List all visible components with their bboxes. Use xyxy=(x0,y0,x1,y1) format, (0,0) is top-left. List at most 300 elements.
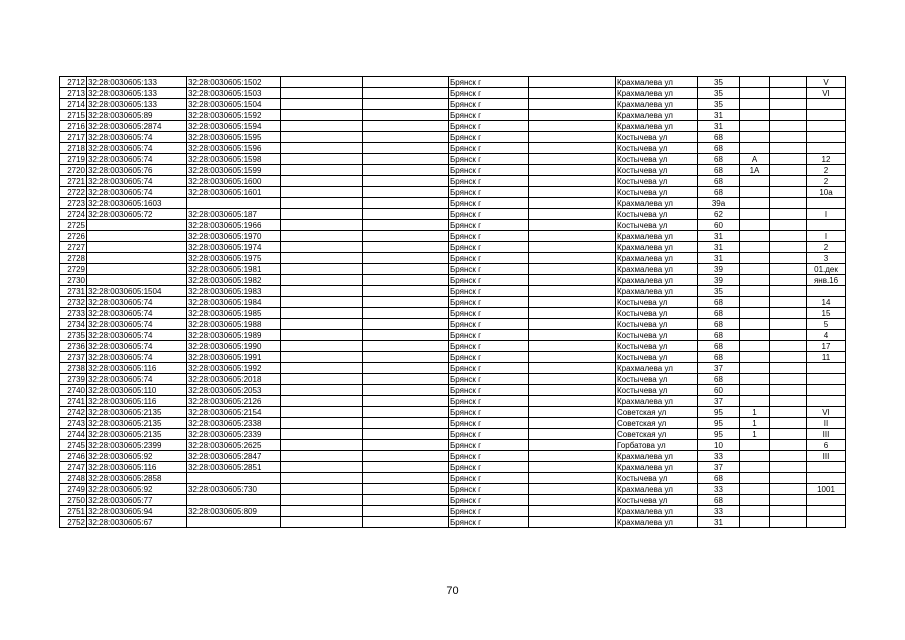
table-cell xyxy=(529,99,616,110)
table-cell: Костычева ул xyxy=(616,341,698,352)
table-cell: 2716 xyxy=(60,121,87,132)
table-cell xyxy=(281,231,363,242)
table-cell xyxy=(807,132,846,143)
table-cell: Брянск г xyxy=(449,88,529,99)
table-row xyxy=(60,440,846,451)
table-cell: III xyxy=(807,429,846,440)
table-cell xyxy=(529,198,616,209)
table-cell: Костычева ул xyxy=(616,308,698,319)
table-cell xyxy=(770,88,807,99)
table-cell xyxy=(281,286,363,297)
table-cell xyxy=(529,275,616,286)
table-cell xyxy=(770,407,807,418)
table-cell xyxy=(87,220,187,231)
table-cell xyxy=(529,286,616,297)
table-cell: 32:28:0030605:1595 xyxy=(187,132,281,143)
table-cell xyxy=(281,187,363,198)
table-cell xyxy=(529,363,616,374)
table-cell xyxy=(807,374,846,385)
table-cell xyxy=(87,275,187,286)
table-cell xyxy=(807,286,846,297)
table-cell: 5 xyxy=(807,319,846,330)
table-cell: 32:28:0030605:1975 xyxy=(187,253,281,264)
table-cell: Брянск г xyxy=(449,220,529,231)
table-cell xyxy=(770,374,807,385)
table-cell xyxy=(770,110,807,121)
table-cell xyxy=(770,77,807,88)
table-cell: 32:28:0030605:1991 xyxy=(187,352,281,363)
table-cell: Брянск г xyxy=(449,418,529,429)
table-cell: 2749 xyxy=(60,484,87,495)
table-cell xyxy=(363,440,449,451)
table-cell xyxy=(770,165,807,176)
table-cell: Костычева ул xyxy=(616,495,698,506)
table-cell xyxy=(281,385,363,396)
table-cell xyxy=(363,176,449,187)
table-cell: 32:28:0030605:2874 xyxy=(87,121,187,132)
table-cell: 32:28:0030605:1504 xyxy=(187,99,281,110)
table-cell: Брянск г xyxy=(449,110,529,121)
table-cell xyxy=(770,220,807,231)
table-row xyxy=(60,462,846,473)
table-cell xyxy=(529,264,616,275)
table-cell xyxy=(281,330,363,341)
table-cell: Крахмалева ул xyxy=(616,275,698,286)
table-row xyxy=(60,418,846,429)
table-row xyxy=(60,319,846,330)
table-cell: Брянск г xyxy=(449,319,529,330)
table-cell: 68 xyxy=(698,165,740,176)
table-row xyxy=(60,88,846,99)
table-body xyxy=(60,77,846,528)
table-cell xyxy=(363,473,449,484)
table-cell: 33 xyxy=(698,451,740,462)
table-cell xyxy=(740,352,770,363)
table-cell: 2752 xyxy=(60,517,87,528)
table-cell: 32:28:0030605:1982 xyxy=(187,275,281,286)
table-cell: Брянск г xyxy=(449,198,529,209)
table-cell xyxy=(281,99,363,110)
table-cell: 62 xyxy=(698,209,740,220)
table-cell: 32:28:0030605:2851 xyxy=(187,462,281,473)
table-cell xyxy=(281,209,363,220)
table-cell xyxy=(740,275,770,286)
table-cell xyxy=(529,176,616,187)
table-cell: 1 xyxy=(740,407,770,418)
table-cell xyxy=(187,473,281,484)
table-cell: Горбатова ул xyxy=(616,440,698,451)
table-cell: 32:28:0030605:187 xyxy=(187,209,281,220)
table-cell: 68 xyxy=(698,352,740,363)
table-cell xyxy=(363,154,449,165)
table-cell: 32:28:0030605:1990 xyxy=(187,341,281,352)
table-cell: Крахмалева ул xyxy=(616,451,698,462)
table-cell: Костычева ул xyxy=(616,473,698,484)
table-cell xyxy=(529,429,616,440)
table-cell: 2727 xyxy=(60,242,87,253)
table-cell xyxy=(740,451,770,462)
table-cell: 32:28:0030605:1504 xyxy=(87,286,187,297)
table-cell: 2748 xyxy=(60,473,87,484)
table-cell: 4 xyxy=(807,330,846,341)
table-cell: Брянск г xyxy=(449,341,529,352)
table-cell: Крахмалева ул xyxy=(616,198,698,209)
table-cell xyxy=(281,418,363,429)
table-cell xyxy=(281,165,363,176)
table-cell: Костычева ул xyxy=(616,154,698,165)
table-cell: 2743 xyxy=(60,418,87,429)
table-cell xyxy=(363,264,449,275)
table-cell: Костычева ул xyxy=(616,385,698,396)
table-cell xyxy=(363,110,449,121)
table-cell: 32:28:0030605:1970 xyxy=(187,231,281,242)
table-cell xyxy=(281,242,363,253)
table-cell: 2741 xyxy=(60,396,87,407)
table-cell xyxy=(770,176,807,187)
table-cell: 32:28:0030605:2339 xyxy=(187,429,281,440)
table-cell: Брянск г xyxy=(449,429,529,440)
table-cell xyxy=(740,473,770,484)
table-cell: Костычева ул xyxy=(616,176,698,187)
table-cell xyxy=(281,495,363,506)
table-cell: Брянск г xyxy=(449,374,529,385)
table-cell: Крахмалева ул xyxy=(616,231,698,242)
table-cell: Брянск г xyxy=(449,286,529,297)
table-cell: 10а xyxy=(807,187,846,198)
table-row xyxy=(60,451,846,462)
table-cell xyxy=(187,198,281,209)
table-cell: 32:28:0030605:74 xyxy=(87,319,187,330)
table-cell xyxy=(770,275,807,286)
table-cell xyxy=(363,77,449,88)
table-cell xyxy=(807,517,846,528)
table-cell: 32:28:0030605:2154 xyxy=(187,407,281,418)
table-cell xyxy=(529,253,616,264)
table-cell: Крахмалева ул xyxy=(616,286,698,297)
table-cell: 2735 xyxy=(60,330,87,341)
table-cell xyxy=(529,495,616,506)
table-cell xyxy=(740,231,770,242)
table-cell xyxy=(770,517,807,528)
table-row xyxy=(60,363,846,374)
table-cell xyxy=(740,363,770,374)
table-cell: 68 xyxy=(698,154,740,165)
table-row xyxy=(60,253,846,264)
table-cell: 32:28:0030605:1598 xyxy=(187,154,281,165)
table-cell: 32:28:0030605:1966 xyxy=(187,220,281,231)
table-cell xyxy=(281,198,363,209)
table-cell: 2734 xyxy=(60,319,87,330)
table-cell xyxy=(529,110,616,121)
table-cell: 32:28:0030605:74 xyxy=(87,176,187,187)
table-cell xyxy=(529,396,616,407)
table-cell: 32:28:0030605:2126 xyxy=(187,396,281,407)
table-row xyxy=(60,275,846,286)
table-cell: 33 xyxy=(698,484,740,495)
table-cell: 32:28:0030605:74 xyxy=(87,154,187,165)
table-cell: 2725 xyxy=(60,220,87,231)
table-cell: 32:28:0030605:1985 xyxy=(187,308,281,319)
table-cell xyxy=(281,451,363,462)
table-cell xyxy=(529,88,616,99)
table-cell xyxy=(363,297,449,308)
table-cell xyxy=(529,440,616,451)
table-cell: 32:28:0030605:74 xyxy=(87,187,187,198)
table-cell xyxy=(740,385,770,396)
table-cell: 2721 xyxy=(60,176,87,187)
table-cell: Брянск г xyxy=(449,363,529,374)
table-cell: Брянск г xyxy=(449,506,529,517)
table-cell: 2714 xyxy=(60,99,87,110)
table-cell: 2718 xyxy=(60,143,87,154)
table-cell: 35 xyxy=(698,77,740,88)
table-cell xyxy=(363,407,449,418)
table-row xyxy=(60,231,846,242)
table-cell xyxy=(281,462,363,473)
table-cell xyxy=(281,363,363,374)
table-cell xyxy=(363,220,449,231)
table-cell: 32:28:0030605:1594 xyxy=(187,121,281,132)
table-cell: Крахмалева ул xyxy=(616,517,698,528)
table-cell xyxy=(281,429,363,440)
table-cell: 32:28:0030605:1503 xyxy=(187,88,281,99)
table-cell: Брянск г xyxy=(449,352,529,363)
table-cell xyxy=(363,132,449,143)
table-cell: Брянск г xyxy=(449,253,529,264)
table-cell: 37 xyxy=(698,462,740,473)
table-cell xyxy=(529,187,616,198)
table-cell xyxy=(281,143,363,154)
table-row xyxy=(60,198,846,209)
table-cell: 31 xyxy=(698,242,740,253)
table-cell xyxy=(363,363,449,374)
cadastral-table xyxy=(59,76,846,528)
table-cell: Крахмалева ул xyxy=(616,88,698,99)
table-cell: 95 xyxy=(698,407,740,418)
table-cell: Брянск г xyxy=(449,99,529,110)
table-cell: Крахмалева ул xyxy=(616,121,698,132)
table-cell: 68 xyxy=(698,495,740,506)
table-cell: 32:28:0030605:2847 xyxy=(187,451,281,462)
table-row xyxy=(60,242,846,253)
table-cell: 32:28:0030605:74 xyxy=(87,341,187,352)
table-cell xyxy=(770,440,807,451)
table-cell xyxy=(740,253,770,264)
table-row xyxy=(60,264,846,275)
table-cell: 1 xyxy=(740,429,770,440)
table-cell: 32:28:0030605:2135 xyxy=(87,418,187,429)
table-cell: Костычева ул xyxy=(616,297,698,308)
table-cell: 68 xyxy=(698,374,740,385)
table-cell xyxy=(529,209,616,220)
table-cell xyxy=(740,132,770,143)
table-cell xyxy=(740,209,770,220)
table-cell: 32:28:0030605:116 xyxy=(87,462,187,473)
table-cell xyxy=(740,308,770,319)
table-cell: 60 xyxy=(698,220,740,231)
table-cell: Брянск г xyxy=(449,495,529,506)
table-cell xyxy=(770,330,807,341)
table-row xyxy=(60,341,846,352)
table-cell xyxy=(529,462,616,473)
table-cell: 3 xyxy=(807,253,846,264)
table-cell: 2724 xyxy=(60,209,87,220)
table-cell: 2747 xyxy=(60,462,87,473)
table-cell xyxy=(363,341,449,352)
table-cell: 1А xyxy=(740,165,770,176)
table-cell xyxy=(281,77,363,88)
table-cell: 17 xyxy=(807,341,846,352)
table-cell xyxy=(363,429,449,440)
table-row xyxy=(60,132,846,143)
table-cell: Брянск г xyxy=(449,209,529,220)
table-cell: 32:28:0030605:74 xyxy=(87,308,187,319)
table-cell: Советская ул xyxy=(616,429,698,440)
table-cell xyxy=(281,264,363,275)
table-cell xyxy=(740,187,770,198)
table-cell: Костычева ул xyxy=(616,209,698,220)
table-cell xyxy=(770,187,807,198)
table-cell xyxy=(529,297,616,308)
table-cell: 14 xyxy=(807,297,846,308)
table-cell xyxy=(770,154,807,165)
table-cell: 32:28:0030605:74 xyxy=(87,297,187,308)
table-cell: Брянск г xyxy=(449,275,529,286)
table-row xyxy=(60,121,846,132)
table-cell xyxy=(770,429,807,440)
table-cell xyxy=(740,396,770,407)
table-cell: Крахмалева ул xyxy=(616,77,698,88)
table-cell xyxy=(363,319,449,330)
table-cell: янв.16 xyxy=(807,275,846,286)
table-cell xyxy=(807,396,846,407)
table-row xyxy=(60,154,846,165)
table-cell xyxy=(363,374,449,385)
table-cell xyxy=(281,341,363,352)
table-cell: Брянск г xyxy=(449,121,529,132)
table-cell: 2726 xyxy=(60,231,87,242)
table-cell xyxy=(770,121,807,132)
table-cell xyxy=(529,77,616,88)
table-cell xyxy=(770,396,807,407)
table-cell xyxy=(363,462,449,473)
table-cell xyxy=(770,341,807,352)
table-cell xyxy=(740,77,770,88)
table-cell: 32:28:0030605:74 xyxy=(87,352,187,363)
table-cell xyxy=(770,209,807,220)
table-cell: 32:28:0030605:2625 xyxy=(187,440,281,451)
table-cell xyxy=(807,506,846,517)
table-row xyxy=(60,352,846,363)
table-cell: Брянск г xyxy=(449,143,529,154)
table-cell xyxy=(529,121,616,132)
table-cell xyxy=(770,418,807,429)
table-cell: 32:28:0030605:74 xyxy=(87,143,187,154)
table-cell: 32:28:0030605:133 xyxy=(87,99,187,110)
table-cell xyxy=(363,308,449,319)
table-row xyxy=(60,308,846,319)
table-cell xyxy=(740,220,770,231)
table-cell xyxy=(740,517,770,528)
table-cell xyxy=(529,517,616,528)
table-cell xyxy=(281,484,363,495)
table-row xyxy=(60,473,846,484)
table-cell: 32:28:0030605:1599 xyxy=(187,165,281,176)
table-cell xyxy=(281,110,363,121)
table-cell: А xyxy=(740,154,770,165)
table-cell: 2713 xyxy=(60,88,87,99)
table-cell: 32:28:0030605:116 xyxy=(87,363,187,374)
table-cell: 01.дек xyxy=(807,264,846,275)
table-cell xyxy=(740,176,770,187)
table-cell: 32:28:0030605:1981 xyxy=(187,264,281,275)
table-cell: Костычева ул xyxy=(616,132,698,143)
table-cell: 2740 xyxy=(60,385,87,396)
table-row xyxy=(60,176,846,187)
table-cell: 32:28:0030605:1974 xyxy=(187,242,281,253)
table-cell xyxy=(740,495,770,506)
table-cell xyxy=(529,484,616,495)
table-cell: 32:28:0030605:77 xyxy=(87,495,187,506)
table-cell xyxy=(770,231,807,242)
table-cell xyxy=(529,385,616,396)
table-cell xyxy=(770,286,807,297)
table-cell: Крахмалева ул xyxy=(616,396,698,407)
table-cell: Крахмалева ул xyxy=(616,253,698,264)
table-cell: 2731 xyxy=(60,286,87,297)
table-cell xyxy=(363,231,449,242)
table-cell: 10 xyxy=(698,440,740,451)
table-row xyxy=(60,110,846,121)
table-cell: 39 xyxy=(698,275,740,286)
table-cell: 32:28:0030605:809 xyxy=(187,506,281,517)
table-cell xyxy=(770,308,807,319)
table-cell xyxy=(807,473,846,484)
table-cell: 33 xyxy=(698,506,740,517)
table-cell: 2736 xyxy=(60,341,87,352)
table-cell: Костычева ул xyxy=(616,319,698,330)
table-cell: Костычева ул xyxy=(616,352,698,363)
table-cell: 2739 xyxy=(60,374,87,385)
table-cell: 32:28:0030605:133 xyxy=(87,88,187,99)
table-cell xyxy=(363,352,449,363)
table-cell: 32:28:0030605:76 xyxy=(87,165,187,176)
table-row xyxy=(60,209,846,220)
table-cell: 32:28:0030605:2135 xyxy=(87,407,187,418)
table-cell xyxy=(363,495,449,506)
table-cell: 2745 xyxy=(60,440,87,451)
table-cell: 32:28:0030605:110 xyxy=(87,385,187,396)
table-cell xyxy=(281,253,363,264)
table-cell: Крахмалева ул xyxy=(616,99,698,110)
table-cell: 32:28:0030605:74 xyxy=(87,132,187,143)
table-cell xyxy=(363,484,449,495)
table-cell xyxy=(740,374,770,385)
table-cell: 2717 xyxy=(60,132,87,143)
table-cell xyxy=(807,462,846,473)
table-cell: 32:28:0030605:89 xyxy=(87,110,187,121)
table-cell: 39 xyxy=(698,264,740,275)
table-row xyxy=(60,330,846,341)
table-row xyxy=(60,220,846,231)
table-cell xyxy=(807,110,846,121)
table-cell: Брянск г xyxy=(449,231,529,242)
table-cell xyxy=(363,121,449,132)
table-cell xyxy=(740,297,770,308)
table-cell xyxy=(740,330,770,341)
table-cell xyxy=(529,506,616,517)
table-cell: 68 xyxy=(698,143,740,154)
